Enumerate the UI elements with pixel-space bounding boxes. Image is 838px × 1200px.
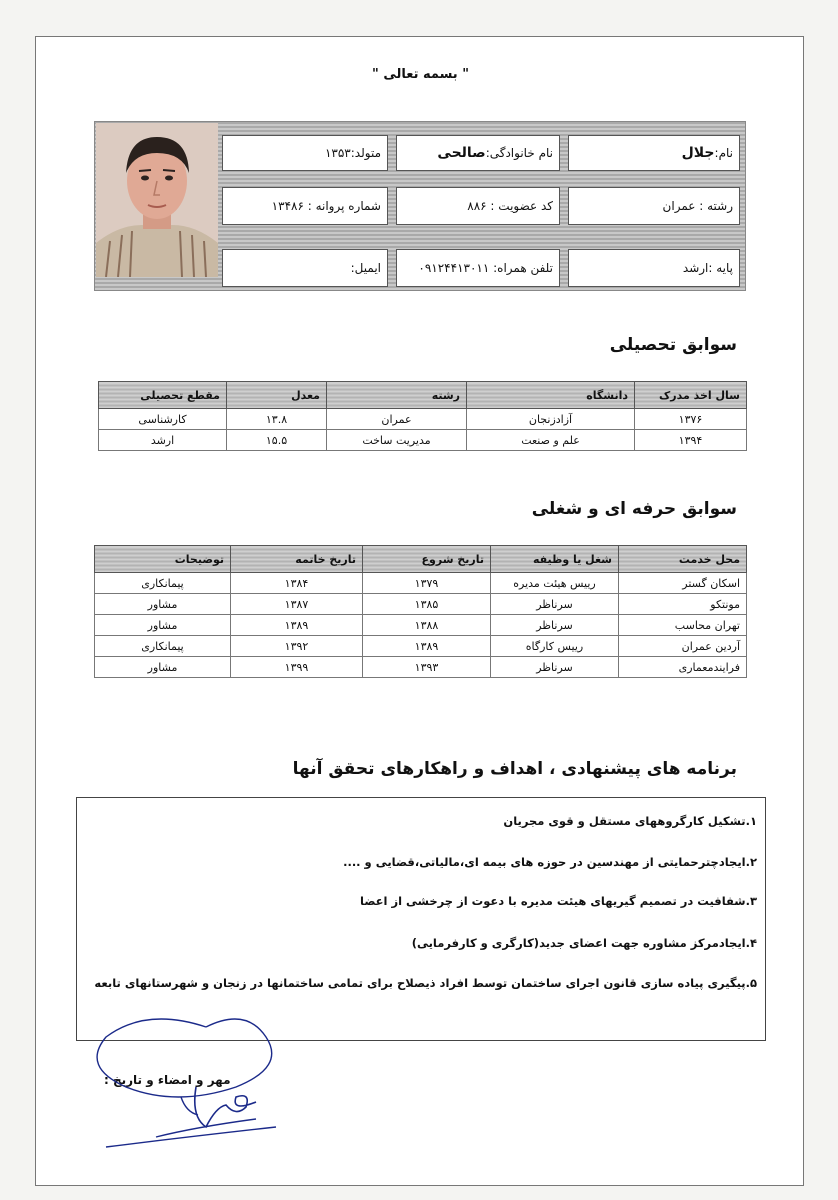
education-header: دانشگاه (467, 382, 635, 409)
education-header: سال اخذ مدرک (635, 382, 747, 409)
work-cell: مشاور (95, 594, 231, 615)
work-cell: اسکان گستر (619, 573, 747, 594)
work-cell: رییس کارگاه (491, 636, 619, 657)
work-cell: ۱۳۸۷ (231, 594, 363, 615)
work-header: توضیحات (95, 546, 231, 573)
profile-photo (96, 123, 218, 277)
education-cell: ۱۵.۵ (227, 430, 327, 451)
document-page (35, 36, 804, 1186)
education-cell: ۱۳۷۶ (635, 409, 747, 430)
education-cell: ۱۳۹۴ (635, 430, 747, 451)
work-header: شغل یا وظیفه (491, 546, 619, 573)
education-cell: عمران (327, 409, 467, 430)
signature-scribble (86, 987, 326, 1157)
work-cell: ۱۳۸۹ (363, 636, 491, 657)
work-cell: ۱۳۹۳ (363, 657, 491, 678)
work-cell: ۱۳۹۲ (231, 636, 363, 657)
program-item: ۵.پیگیری پیاده سازی قانون اجرای ساختمان توسط افراد ذیصلاح برای تمامی ساختمانها در زنجان و شهرستانهای تابعه (94, 976, 757, 990)
education-cell: آزادزنجان (467, 409, 635, 430)
programs-title: برنامه های پیشنهادی ، اهداف و راهکارهای تحقق آنها (292, 759, 737, 779)
program-item: ۲.ایجادچترحمایتی از مهندسین در حوزه های بیمه ای،مالیاتی،قضایی و .... (343, 855, 757, 869)
work-header: محل خدمت (619, 546, 747, 573)
email-cell: ایمیل: (222, 249, 388, 287)
education-row (99, 430, 747, 451)
work-title: سوابق حرفه ای و شغلی (531, 499, 737, 519)
work-cell: سرناظر (491, 594, 619, 615)
work-cell: سرناظر (491, 657, 619, 678)
work-header: تاریخ خاتمه (231, 546, 363, 573)
program-item: ۴.ایجادمرکز مشاوره جهت اعضای جدید(کارگری و کارفرمایی) (411, 936, 757, 950)
work-cell: سرناظر (491, 615, 619, 636)
work-cell: ۱۳۷۹ (363, 573, 491, 594)
page-heading: " بسمه تعالی " (372, 67, 469, 82)
work-cell: مشاور (95, 615, 231, 636)
work-cell: ۱۳۸۵ (363, 594, 491, 615)
degree-cell: پایه :ارشد (568, 249, 740, 287)
first-name-cell (568, 135, 740, 171)
portrait-image (96, 123, 218, 277)
work-row (95, 636, 747, 657)
education-table (98, 381, 747, 451)
last-name-value: صالحی (437, 145, 486, 161)
field-cell: رشته : عمران (568, 187, 740, 225)
work-cell: ۱۳۸۸ (363, 615, 491, 636)
work-cell: رییس هیئت مدیره (491, 573, 619, 594)
education-header: مقطع تحصیلی (99, 382, 227, 409)
work-row (95, 615, 747, 636)
work-row (95, 594, 747, 615)
last-name-label: نام خانوادگی: (485, 146, 553, 160)
work-cell: ۱۳۹۹ (231, 657, 363, 678)
education-cell: ۱۳.۸ (227, 409, 327, 430)
license-cell: شماره پروانه : ۱۳۴۸۶ (222, 187, 388, 225)
education-row (99, 409, 747, 430)
first-name-label: نام: (714, 146, 733, 160)
work-cell: تهران محاسب (619, 615, 747, 636)
program-item: ۳.شفافیت در تصمیم گیریهای هیئت مدیره با دعوت از چرخشی از اعضا (360, 894, 757, 908)
work-cell: ۱۳۸۹ (231, 615, 363, 636)
last-name-cell (396, 135, 560, 171)
birth-cell: متولد:۱۳۵۳ (222, 135, 388, 171)
work-cell: فرایندمعماری (619, 657, 747, 678)
work-cell: ۱۳۸۴ (231, 573, 363, 594)
work-cell: پیمانکاری (95, 636, 231, 657)
work-row (95, 657, 747, 678)
education-cell: ارشد (99, 430, 227, 451)
program-item: ۱.تشکیل کارگروههای مستقل و قوی مجریان (503, 814, 757, 828)
work-table (94, 545, 747, 678)
education-cell: مدیریت ساخت (327, 430, 467, 451)
work-cell: مونتکو (619, 594, 747, 615)
education-cell: کارشناسی (99, 409, 227, 430)
mobile-cell: تلفن همراه: ۰۹۱۲۴۴۱۳۰۱۱ (396, 249, 560, 287)
work-cell: پیمانکاری (95, 573, 231, 594)
work-cell: مشاور (95, 657, 231, 678)
work-row (95, 573, 747, 594)
signature-label: مهر و امضاء و تاریخ : (104, 1073, 231, 1087)
education-title: سوابق تحصیلی (609, 335, 737, 355)
education-header: معدل (227, 382, 327, 409)
member-code-cell: کد عضویت : ۸۸۶ (396, 187, 560, 225)
education-header: رشته (327, 382, 467, 409)
education-cell: علم و صنعت (467, 430, 635, 451)
work-cell: آردین عمران (619, 636, 747, 657)
first-name-value: جلال (681, 145, 715, 161)
work-header: تاریخ شروع (363, 546, 491, 573)
